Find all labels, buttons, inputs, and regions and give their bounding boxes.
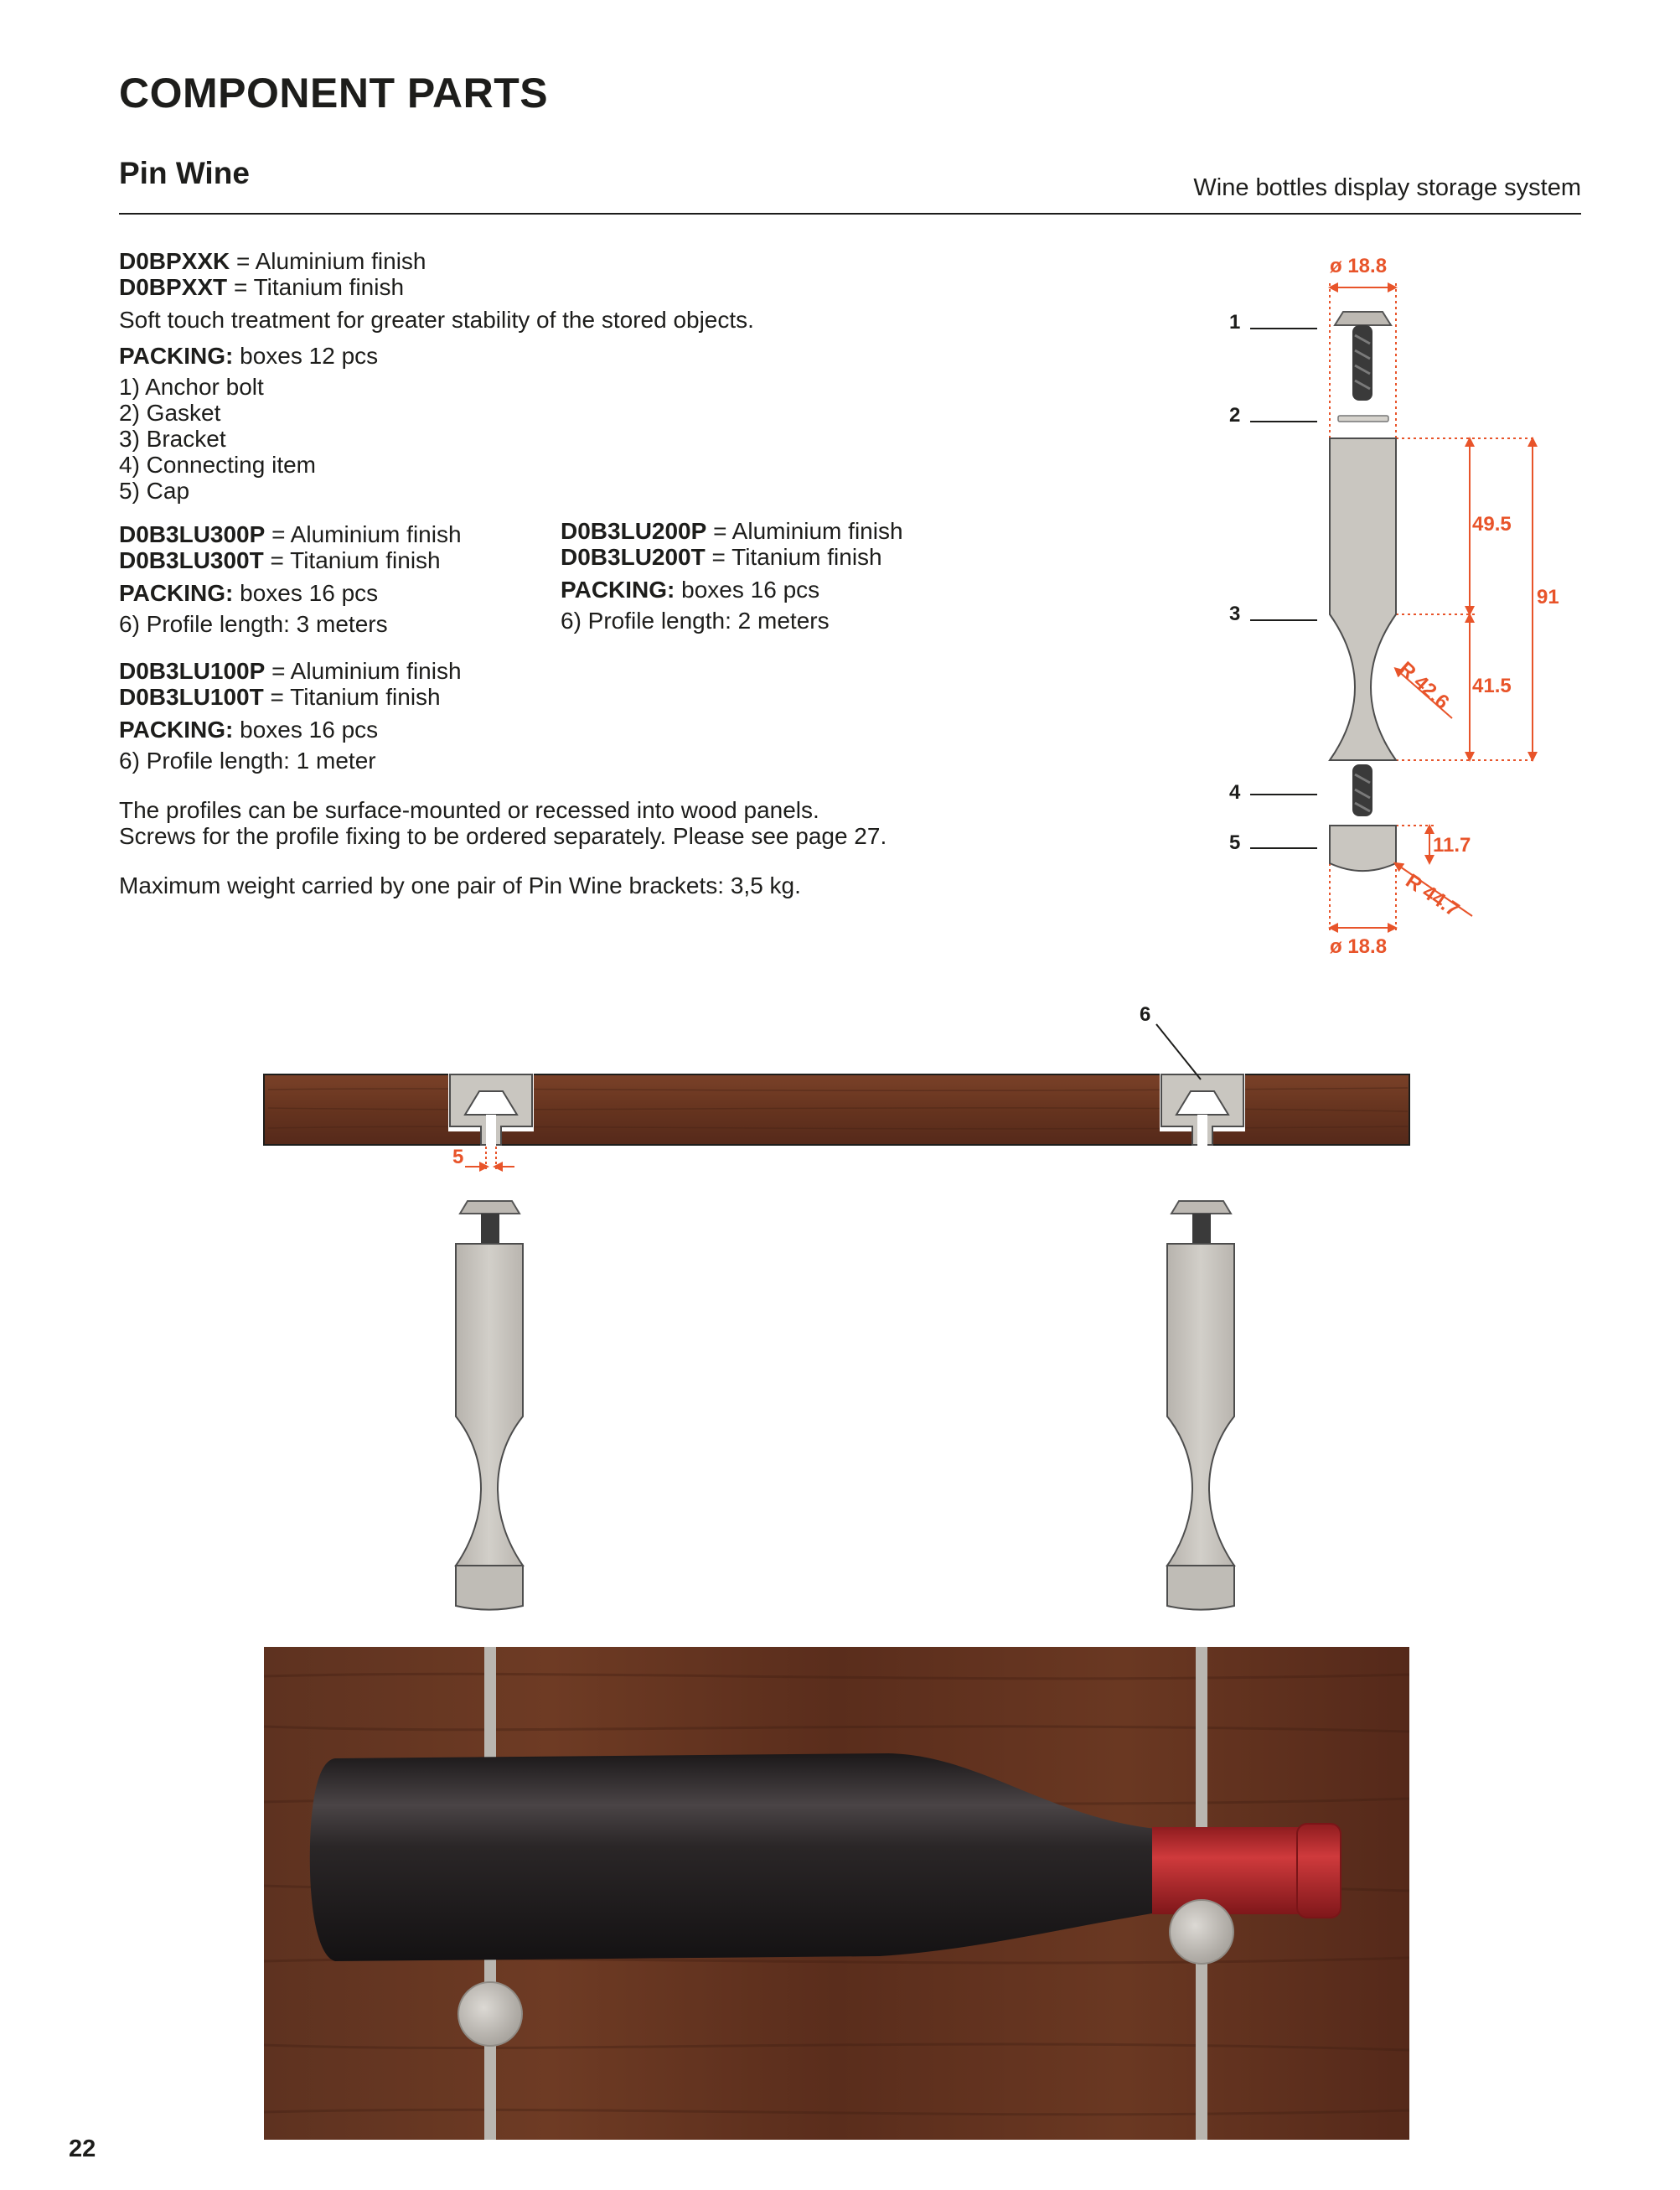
part-item: 3) Bracket — [119, 426, 226, 452]
product-code: D0BPXXT — [119, 274, 228, 300]
gasket — [1338, 416, 1388, 422]
part-label: 5 — [1229, 831, 1241, 854]
dim-label: 5 — [452, 1146, 464, 1168]
profile-length: 6) Profile length: 1 meter — [119, 748, 376, 774]
profile-length: 6) Profile length: 3 meters — [119, 611, 388, 637]
finish-text: = Titanium finish — [270, 547, 441, 573]
finish-text: = Titanium finish — [270, 684, 441, 710]
dim-slot-width — [465, 1147, 514, 1170]
product-code: D0B3LU100P — [119, 658, 266, 684]
assembled-pin-left — [456, 1201, 523, 1610]
packing-value: boxes 16 pcs — [233, 580, 379, 606]
product-tagline: Wine bottles display storage system — [1193, 174, 1581, 201]
panel-cross-section — [264, 1003, 1409, 1170]
finish-text: = Titanium finish — [233, 274, 405, 300]
dim-label: ø 18.8 — [1330, 935, 1388, 958]
packing-label: PACKING: — [119, 717, 234, 743]
finish-text: = Aluminium finish — [236, 248, 426, 274]
packing-label: PACKING: — [561, 577, 675, 603]
assembled-pin-right — [1167, 1201, 1234, 1610]
mounting-note: The profiles can be surface-mounted or recessed into wood panels. — [119, 797, 819, 823]
bracket — [1330, 438, 1396, 760]
pin-head-left — [458, 1982, 522, 2046]
packing-label: PACKING: — [119, 580, 234, 606]
product-code: D0BPXXK — [119, 248, 230, 274]
part-item: 1) Anchor bolt — [119, 374, 264, 400]
packing-value: boxes 16 pcs — [675, 577, 820, 603]
packing-label: PACKING: — [119, 343, 234, 369]
leader-line — [1156, 1024, 1201, 1079]
part-item: 2) Gasket — [119, 400, 221, 426]
profile-length: 6) Profile length: 2 meters — [561, 608, 830, 634]
product-code: D0B3LU300P — [119, 521, 266, 547]
product-name: Pin Wine — [119, 156, 250, 190]
dim-label: 11.7 — [1433, 834, 1471, 857]
dim-label: R 44.7 — [1401, 869, 1464, 922]
dim-label: R 42.6 — [1393, 657, 1454, 714]
dim-label: 49.5 — [1472, 513, 1512, 536]
max-weight-note: Maximum weight carried by one pair of Pin Wine brackets: 3,5 kg. — [119, 872, 801, 898]
finish-text: = Aluminium finish — [713, 518, 903, 544]
dim-label: ø 18.8 — [1330, 255, 1388, 277]
pin-description: Soft touch treatment for greater stability of the stored objects. — [119, 307, 754, 333]
dim-label: 41.5 — [1472, 675, 1512, 697]
bottle-display-render — [264, 1647, 1409, 2140]
anchor-bolt — [1335, 312, 1391, 401]
dim-label: 91 — [1537, 586, 1559, 608]
part-label: 3 — [1229, 603, 1241, 625]
page-title: COMPONENT PARTS — [119, 70, 549, 116]
part-label: 6 — [1140, 1003, 1151, 1026]
packing-value: boxes 16 pcs — [233, 717, 379, 743]
cap — [1330, 826, 1396, 871]
pin-head-right — [1170, 1900, 1233, 1964]
product-code: D0B3LU200T — [561, 544, 706, 570]
bottle-capsule-top — [1297, 1824, 1341, 1918]
exploded-pin-diagram — [1229, 255, 1559, 958]
part-label: 1 — [1229, 311, 1241, 334]
leader-lines — [1250, 329, 1317, 848]
part-item: 4) Connecting item — [119, 452, 317, 478]
part-label: 2 — [1229, 404, 1241, 427]
mounting-note: Screws for the profile fixing to be ordered separately. Please see page 27. — [119, 823, 887, 849]
packing-value: boxes 12 pcs — [233, 343, 379, 369]
bottle-capsule — [1152, 1827, 1299, 1914]
finish-text: = Titanium finish — [711, 544, 882, 570]
page-number: 22 — [69, 2136, 96, 2162]
product-code: D0B3LU100T — [119, 684, 264, 710]
finish-text: = Aluminium finish — [271, 658, 462, 684]
finish-text: = Aluminium finish — [271, 521, 462, 547]
part-item: 5) Cap — [119, 478, 190, 504]
product-code: D0B3LU300T — [119, 547, 264, 573]
connecting-item — [1352, 764, 1372, 816]
part-label: 4 — [1229, 781, 1241, 804]
product-code: D0B3LU200P — [561, 518, 707, 544]
